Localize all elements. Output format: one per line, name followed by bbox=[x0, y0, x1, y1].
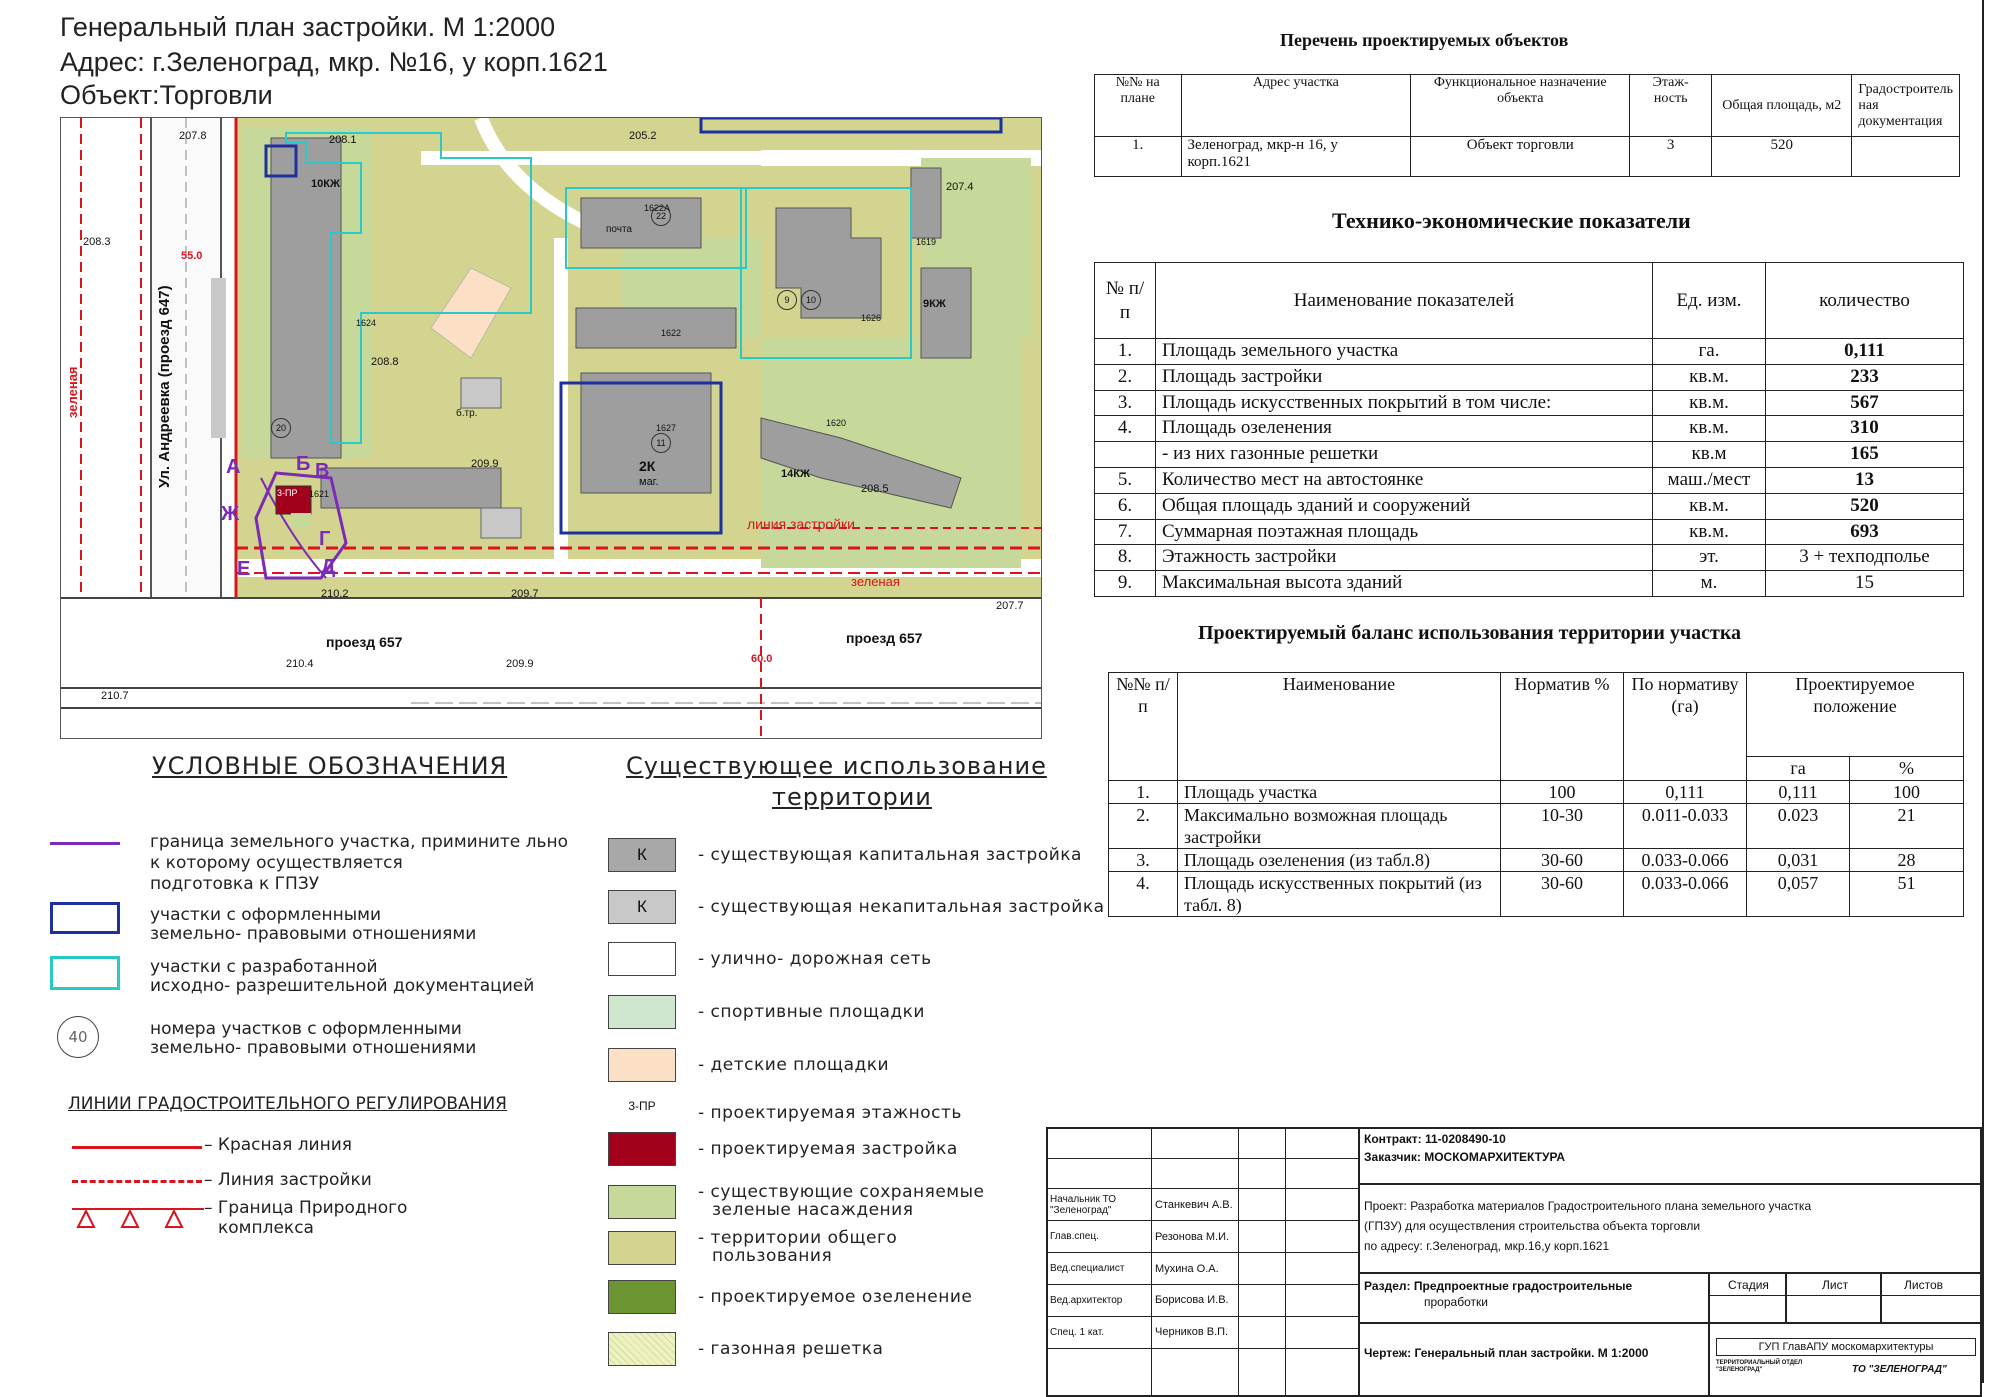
balance-cell: 0,031 bbox=[1747, 849, 1850, 872]
balance-cell: Площадь искусственных покрытий (из табл. 8) bbox=[1178, 872, 1501, 917]
building-label: 9КЖ bbox=[923, 298, 946, 310]
scale-mark: 60.0 bbox=[751, 653, 773, 665]
build-line-label: линия застройки bbox=[747, 516, 855, 532]
legend-text: - проектируемая застройка bbox=[698, 1139, 958, 1159]
signature-name: Станкевич А.В. bbox=[1152, 1189, 1239, 1221]
legend-swatch bbox=[608, 995, 676, 1029]
balance-row bbox=[1109, 849, 1964, 872]
tep-cell: Площадь озеленения bbox=[1156, 416, 1653, 442]
tep-cell: 9. bbox=[1095, 571, 1156, 597]
legend-swatch-plot bbox=[50, 842, 120, 845]
red-line-label: зеленая bbox=[65, 366, 80, 418]
plan-title: Генеральный план застройки. М 1:2000 bbox=[60, 12, 556, 42]
tep-cell: Этажность застройки bbox=[1156, 545, 1653, 571]
legend-text: участки с разработанной bbox=[150, 957, 378, 977]
building-label: 1621 bbox=[309, 489, 330, 499]
tep-cell: 0,111 bbox=[1766, 339, 1964, 365]
signature-row bbox=[1047, 1221, 1360, 1253]
point-d: Д bbox=[321, 556, 336, 578]
tep-cell: Количество мест на автостоянке bbox=[1156, 467, 1653, 493]
tep-cell: 13 bbox=[1766, 467, 1964, 493]
tep-cell: 7. bbox=[1095, 519, 1156, 545]
scale-mark: 55.0 bbox=[181, 250, 203, 262]
objects-cell: 1. bbox=[1095, 137, 1182, 177]
legend-plot-number-circle: 40 bbox=[57, 1016, 99, 1058]
balance-cell: 0,111 bbox=[1747, 781, 1850, 804]
legend-build-line bbox=[72, 1180, 202, 1183]
building-label: маг. bbox=[639, 476, 659, 488]
legend-swatch bbox=[608, 1332, 676, 1366]
signature-name: Резонова М.И. bbox=[1152, 1221, 1239, 1253]
balance-cell: 0.033-0.066 bbox=[1624, 849, 1747, 872]
building-label: 1619 bbox=[916, 237, 937, 247]
tep-header: Ед. изм. bbox=[1653, 263, 1766, 339]
balance-header: Наименование bbox=[1178, 673, 1501, 781]
building-label: б.тр. bbox=[456, 408, 478, 419]
tep-cell: 6. bbox=[1095, 493, 1156, 519]
legend-right-title: Существующее использование bbox=[626, 752, 1047, 780]
signature-role: Вед.специалист bbox=[1047, 1253, 1152, 1285]
legend-swatch bbox=[608, 1132, 676, 1166]
legend-text: номера участков с оформленными bbox=[150, 1019, 462, 1039]
height-label: 208.3 bbox=[83, 236, 111, 248]
tb-project: (ГПЗУ) для осуществления строительства объекта торговли bbox=[1364, 1219, 1701, 1233]
balance-cell: 21 bbox=[1850, 804, 1964, 849]
building-label: 10КЖ bbox=[311, 178, 340, 190]
height-label: 210.4 bbox=[286, 658, 314, 670]
tep-cell bbox=[1095, 442, 1156, 468]
legend-swatch bbox=[608, 942, 676, 976]
legend-item bbox=[608, 995, 1108, 1031]
tep-cell: - из них газонные решетки bbox=[1156, 442, 1653, 468]
legend-item bbox=[608, 890, 1108, 926]
signature-role: Глав.спец. bbox=[1047, 1221, 1152, 1253]
legend-text: участки с оформленными bbox=[150, 905, 382, 925]
tep-row bbox=[1095, 519, 1964, 545]
balance-cell: 0,057 bbox=[1747, 872, 1850, 917]
legend-title: УСЛОВНЫЕ ОБОЗНАЧЕНИЯ bbox=[152, 752, 508, 780]
plan-object: Объект:Торговли bbox=[60, 80, 273, 110]
proj-label: 3-ПР bbox=[277, 488, 298, 498]
point-e: Е bbox=[237, 558, 251, 580]
height-label: 205.2 bbox=[629, 130, 657, 142]
legend-item bbox=[608, 1048, 1108, 1084]
legend-text: земельно- правовыми отношениями bbox=[150, 1038, 477, 1058]
objects-cell: 3 bbox=[1630, 137, 1712, 177]
plot-number: 10 bbox=[801, 290, 821, 310]
point-v: В bbox=[315, 460, 330, 482]
balance-row bbox=[1109, 872, 1964, 917]
tep-cell: кв.м bbox=[1653, 442, 1766, 468]
legend-text: - существующие сохраняемые bbox=[698, 1182, 985, 1202]
tb-section: Раздел: Предпроектные градостроительные bbox=[1364, 1279, 1633, 1293]
objects-header: Градостроитель ная документация bbox=[1852, 75, 1960, 137]
building-label: 14КЖ bbox=[781, 468, 810, 480]
legend-text: зеленые насаждения bbox=[712, 1200, 914, 1220]
legend-text: Линия застройки bbox=[217, 1170, 372, 1190]
objects-table-title: Перечень проектируемых объектов bbox=[1280, 30, 1569, 50]
balance-header: Норматив % bbox=[1501, 673, 1624, 781]
tep-cell: кв.м. bbox=[1653, 364, 1766, 390]
legend-right-list bbox=[608, 838, 1108, 1378]
tep-row bbox=[1095, 467, 1964, 493]
tep-cell: 3 + техподполье bbox=[1766, 545, 1964, 571]
legend-item bbox=[608, 1132, 1108, 1168]
tep-header: количество bbox=[1766, 263, 1964, 339]
balance-cell: 4. bbox=[1109, 872, 1178, 917]
building-label: 2К bbox=[639, 458, 656, 474]
legend-text: - спортивные площадки bbox=[698, 1002, 925, 1022]
point-zh: Ж bbox=[221, 503, 240, 525]
balance-cell: 2. bbox=[1109, 804, 1178, 849]
balance-header: % bbox=[1850, 757, 1964, 781]
height-label: 208.8 bbox=[371, 356, 399, 368]
height-label: 210.2 bbox=[321, 588, 349, 600]
legend-item bbox=[608, 1096, 1108, 1132]
tb-drawing: Чертеж: Генеральный план застройки. М 1:2000 bbox=[1364, 1346, 1649, 1360]
tep-cell: 3. bbox=[1095, 390, 1156, 416]
balance-header: По нормативу (га) bbox=[1624, 673, 1747, 781]
legend-text: - улично- дорожная сеть bbox=[698, 949, 932, 969]
building-label: 1622A bbox=[644, 203, 671, 213]
tep-cell: кв.м. bbox=[1653, 416, 1766, 442]
height-label: 207.7 bbox=[996, 600, 1024, 612]
legend-swatch-permits bbox=[50, 956, 120, 990]
legend-swatch bbox=[608, 1231, 676, 1265]
legend-swatch: 3-ПР bbox=[628, 1099, 656, 1113]
tb-contract: Контракт: 11-0208490-10 bbox=[1364, 1132, 1506, 1146]
building-label: 1624 bbox=[356, 318, 377, 328]
objects-header: №№ на плане bbox=[1095, 75, 1182, 137]
signature-row bbox=[1047, 1253, 1360, 1285]
tep-table bbox=[1094, 262, 1964, 597]
tep-row bbox=[1095, 339, 1964, 365]
tb-sheets: Листов bbox=[1904, 1278, 1943, 1292]
legend-text: пользования bbox=[712, 1246, 833, 1266]
tep-cell: Максимальная высота зданий bbox=[1156, 571, 1653, 597]
signature-name: Черников В.П. bbox=[1152, 1316, 1239, 1348]
point-g: Г bbox=[319, 528, 331, 550]
balance-body bbox=[1109, 781, 1964, 917]
objects-header: Общая площадь, м2 bbox=[1712, 75, 1852, 137]
tep-header: № п/п bbox=[1095, 263, 1156, 339]
legend-right-title: территории bbox=[772, 783, 932, 811]
legend-item bbox=[608, 1280, 1108, 1316]
balance-header: Проектируемое положение bbox=[1747, 673, 1964, 757]
legend-nature-boundary bbox=[72, 1205, 204, 1231]
tep-cell: 693 bbox=[1766, 519, 1964, 545]
tep-cell: кв.м. bbox=[1653, 493, 1766, 519]
tep-cell: кв.м. bbox=[1653, 390, 1766, 416]
tep-table-title: Технико-экономические показатели bbox=[1332, 208, 1691, 233]
legend-text: - существующая капитальная застройка bbox=[698, 845, 1082, 865]
balance-header: га bbox=[1747, 757, 1850, 781]
tep-row bbox=[1095, 442, 1964, 468]
legend-swatch bbox=[608, 1185, 676, 1219]
height-label: 208.5 bbox=[861, 483, 889, 495]
tep-row bbox=[1095, 390, 1964, 416]
tep-row bbox=[1095, 571, 1964, 597]
legend-text: к которому осуществляется bbox=[150, 853, 403, 873]
balance-cell: 30-60 bbox=[1501, 872, 1624, 917]
tb-section: проработки bbox=[1424, 1295, 1488, 1309]
road-label: проезд 657 bbox=[326, 634, 403, 650]
balance-cell: Максимально возможная площадь застройки bbox=[1178, 804, 1501, 849]
legend-text: - существующая некапитальная застройка bbox=[698, 897, 1105, 917]
legend-text: Красная линия bbox=[217, 1135, 352, 1155]
tep-cell: 5. bbox=[1095, 467, 1156, 493]
tep-cell: м. bbox=[1653, 571, 1766, 597]
balance-cell: 51 bbox=[1850, 872, 1964, 917]
objects-cell: 520 bbox=[1712, 137, 1852, 177]
objects-table bbox=[1094, 74, 1960, 177]
tep-row bbox=[1095, 493, 1964, 519]
objects-header: Адрес участка bbox=[1181, 75, 1411, 137]
tep-cell: 165 bbox=[1766, 442, 1964, 468]
balance-cell: 100 bbox=[1501, 781, 1624, 804]
tb-sheet: Лист bbox=[1822, 1278, 1849, 1292]
legend-swatch: К bbox=[608, 890, 676, 924]
legend-text: земельно- правовыми отношениями bbox=[150, 924, 477, 944]
signature-role: Начальник ТО "Зеленоград" bbox=[1047, 1189, 1152, 1221]
building-label: 1627 bbox=[656, 423, 677, 433]
tb-project: Проект: Разработка материалов Градостроительного плана земельного участка bbox=[1364, 1199, 1812, 1213]
tep-cell: 15 bbox=[1766, 571, 1964, 597]
site-map[interactable] bbox=[60, 117, 1042, 739]
height-label: 209.7 bbox=[511, 588, 539, 600]
tep-cell: кв.м. bbox=[1653, 519, 1766, 545]
objects-cell: Зеленоград, мкр-н 16, у корп.1621 bbox=[1181, 137, 1411, 177]
legend-text: комплекса bbox=[218, 1218, 314, 1238]
signature-row bbox=[1047, 1189, 1360, 1221]
height-label: 207.4 bbox=[946, 181, 974, 193]
legend-text: подготовка к ГПЗУ bbox=[150, 874, 320, 894]
point-a: А bbox=[226, 456, 241, 478]
plot-number: 9 bbox=[777, 290, 797, 310]
balance-row bbox=[1109, 781, 1964, 804]
balance-cell: 0.033-0.066 bbox=[1624, 872, 1747, 917]
height-label: 208.1 bbox=[329, 134, 357, 146]
tep-cell: 233 bbox=[1766, 364, 1964, 390]
legend-text: граница земельного участка, примините льно bbox=[150, 832, 569, 852]
legend-item bbox=[608, 838, 1108, 874]
legend-item bbox=[608, 1228, 1108, 1267]
balance-cell: 0,111 bbox=[1624, 781, 1747, 804]
signature-role: Спец. 1 кат. bbox=[1047, 1316, 1152, 1348]
objects-header: Функциональное назначение объекта bbox=[1411, 75, 1630, 137]
tep-cell: Суммарная поэтажная площадь bbox=[1156, 519, 1653, 545]
road-label: проезд 657 bbox=[846, 630, 923, 646]
tb-customer: Заказчик: МОСКОМАРХИТЕКТУРА bbox=[1364, 1150, 1566, 1164]
legend-swatch-registered bbox=[50, 902, 120, 934]
tep-cell: 567 bbox=[1766, 390, 1964, 416]
building-label: 1622 bbox=[661, 328, 682, 338]
tep-cell: 520 bbox=[1766, 493, 1964, 519]
tep-cell: 4. bbox=[1095, 416, 1156, 442]
legend-swatch bbox=[608, 1280, 676, 1314]
balance-row bbox=[1109, 804, 1964, 849]
height-label: 209.9 bbox=[506, 658, 534, 670]
balance-cell: 100 bbox=[1850, 781, 1964, 804]
people-body bbox=[1047, 1189, 1360, 1348]
legend-swatch: К bbox=[608, 838, 676, 872]
building-label: 1626 bbox=[861, 313, 882, 323]
balance-cell: 0.011-0.033 bbox=[1624, 804, 1747, 849]
balance-cell: 28 bbox=[1850, 849, 1964, 872]
tep-cell: эт. bbox=[1653, 545, 1766, 571]
tb-org-sub: ТЕРРИТОРИАЛЬНЫЙ ОТДЕЛ "ЗЕЛЕНОГРАД" bbox=[1716, 1360, 1803, 1373]
tep-cell: 2. bbox=[1095, 364, 1156, 390]
tep-cell: Площадь искусственных покрытий в том числе: bbox=[1156, 390, 1653, 416]
legend-item bbox=[608, 1182, 1108, 1221]
reg-lines-title: ЛИНИИ ГРАДОСТРОИТЕЛЬНОГО РЕГУЛИРОВАНИЯ bbox=[68, 1094, 507, 1114]
balance-cell: Площадь участка bbox=[1178, 781, 1501, 804]
objects-header: Этаж-ность bbox=[1630, 75, 1712, 137]
legend-text: Граница Природного bbox=[217, 1198, 408, 1218]
objects-cell bbox=[1852, 137, 1960, 177]
tep-cell: 8. bbox=[1095, 545, 1156, 571]
legend-text: - детские площадки bbox=[698, 1055, 890, 1075]
signature-name: Борисова И.В. bbox=[1152, 1284, 1239, 1316]
plot-number: 11 bbox=[651, 433, 671, 453]
balance-table bbox=[1108, 672, 1964, 917]
legend-swatch bbox=[608, 1048, 676, 1082]
sheet-border-right bbox=[1982, 0, 1984, 1383]
tb-org: ГУП ГлавАПУ москомархитектуры bbox=[1716, 1338, 1976, 1356]
balance-cell: 0.023 bbox=[1747, 804, 1850, 849]
height-label: 209.9 bbox=[471, 458, 499, 470]
tep-cell: Общая площадь зданий и сооружений bbox=[1156, 493, 1653, 519]
building-label: почта bbox=[606, 224, 632, 235]
tb-project: по адресу: г.Зеленоград, мкр.16,у корп.1621 bbox=[1364, 1239, 1610, 1253]
signature-row bbox=[1047, 1284, 1360, 1316]
legend-red-line bbox=[72, 1146, 202, 1149]
signature-name: Мухина О.А. bbox=[1152, 1253, 1239, 1285]
legend-text: - территории общего bbox=[698, 1228, 898, 1248]
tep-row bbox=[1095, 416, 1964, 442]
street-label: Ул. Андреевка (проезд 647) bbox=[156, 285, 173, 488]
tep-header: Наименование показателей bbox=[1156, 263, 1653, 339]
legend-text: - газонная решетка bbox=[698, 1339, 884, 1359]
tb-org-short: ТО "ЗЕЛЕНОГРАД" bbox=[1852, 1364, 1947, 1375]
height-label: 207.8 bbox=[179, 130, 207, 142]
height-label: 210.7 bbox=[101, 690, 129, 702]
plan-address: Адрес: г.Зеленоград, мкр. №16, у корп.1621 bbox=[60, 47, 608, 77]
plot-number: 22 bbox=[651, 206, 671, 226]
building-label: 1620 bbox=[826, 418, 847, 428]
signature-role: Вед.архитектор bbox=[1047, 1284, 1152, 1316]
point-b: Б bbox=[296, 453, 311, 475]
balance-cell: 30-60 bbox=[1501, 849, 1624, 872]
balance-cell: Площадь озеленения (из табл.8) bbox=[1178, 849, 1501, 872]
legend-text: - проектируемая этажность bbox=[698, 1103, 962, 1123]
plot-number: 20 bbox=[271, 418, 291, 438]
title-block-signatures bbox=[1046, 1127, 1360, 1397]
tep-row bbox=[1095, 545, 1964, 571]
red-line-label: зеленая bbox=[851, 574, 900, 589]
balance-header: №№ п/п bbox=[1109, 673, 1178, 781]
tep-cell: 1. bbox=[1095, 339, 1156, 365]
tep-body bbox=[1095, 339, 1964, 597]
balance-cell: 3. bbox=[1109, 849, 1178, 872]
legend-text: исходно- разрешительной документацией bbox=[150, 976, 535, 996]
signature-row bbox=[1047, 1316, 1360, 1348]
balance-cell: 1. bbox=[1109, 781, 1178, 804]
objects-cell: Объект торговли bbox=[1411, 137, 1630, 177]
tep-row bbox=[1095, 364, 1964, 390]
tep-cell: 310 bbox=[1766, 416, 1964, 442]
balance-table-title: Проектируемый баланс использования территории участка bbox=[1198, 622, 1742, 644]
tep-cell: га. bbox=[1653, 339, 1766, 365]
tb-stage: Стадия bbox=[1728, 1278, 1769, 1292]
tep-cell: маш./мест bbox=[1653, 467, 1766, 493]
legend-item bbox=[608, 942, 1108, 978]
balance-cell: 10-30 bbox=[1501, 804, 1624, 849]
tep-cell: Площадь застройки bbox=[1156, 364, 1653, 390]
legend-text: - проектируемое озеленение bbox=[698, 1287, 973, 1307]
legend-item bbox=[608, 1332, 1108, 1368]
tep-cell: Площадь земельного участка bbox=[1156, 339, 1653, 365]
